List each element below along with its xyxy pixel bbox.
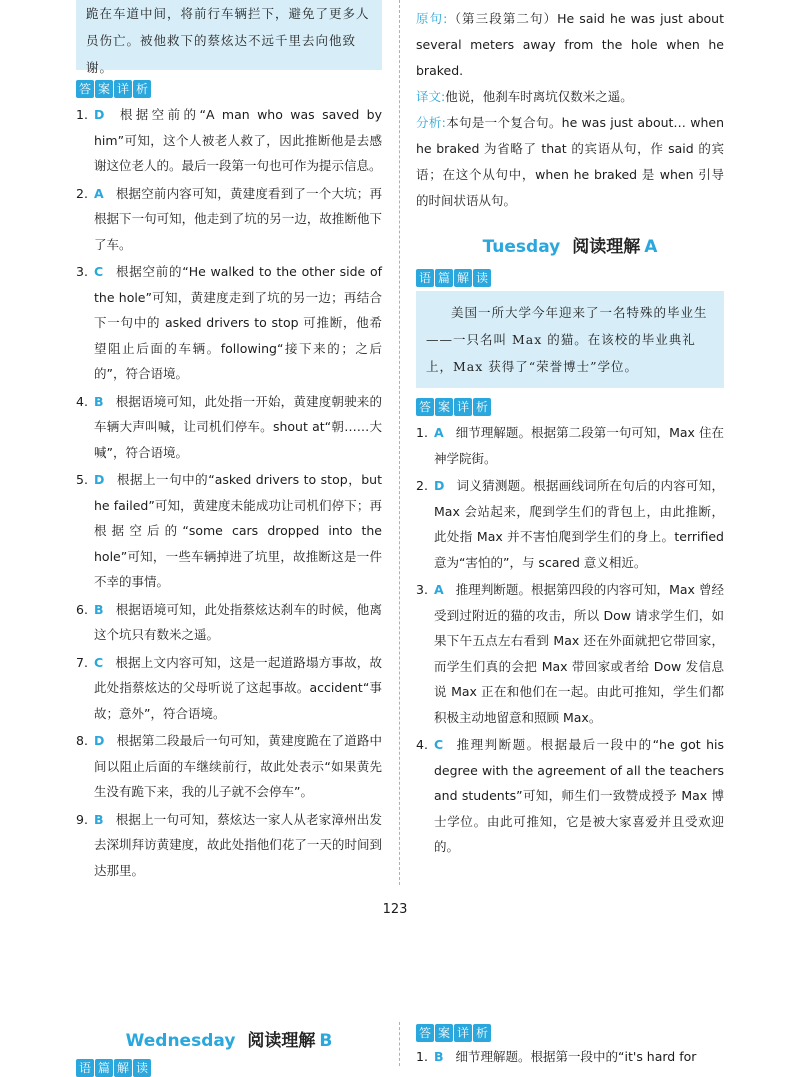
answer-explanation: 根据上一句中的“asked drivers to stop，but he failed”可知，黄建度未能成功让司机们停下；再根据空后的“some cars dropped into the hole”可知，一些车辆掉进了坑里，故推断这是一件不幸的事情。 (94, 472, 382, 589)
answer-letter: A (434, 582, 444, 597)
answer-letter: D (94, 472, 105, 487)
answer-analysis-tag: 答 案 详 析 (416, 398, 492, 416)
answer-item: 2. A 根据空前内容可知，黄建度看到了一个大坑；再根据下一句可知，他走到了坑的另一边，故推断他下了车。 (76, 185, 382, 252)
answer-letter: A (94, 185, 104, 201)
next-page-right (416, 1020, 724, 1072)
passage-summary-box (76, 0, 382, 75)
answer-explanation: 根据空前内容可知，黄建度看到了一个大坑；再根据下一句可知，他走到了坑的另一边，故推断他下了车。 (94, 185, 382, 252)
translation (416, 84, 724, 110)
left-column (76, 0, 382, 885)
answer-item: 3. A 推理判断题。根据第四段的内容可知，Max 曾经受到过附近的猫的攻击，所以 Dow 请求学生们，如果下午五点左右看到 Max 还在外面就把它带回家，而学生们真的会把 Max 带回家或者给 Dow 发信息说 Max 正在和他们在一起。由此可推知，学生们都积极主动地留意和照顾 Max。 (416, 582, 724, 725)
answer-analysis-tag: 答 案 详 析 (416, 1024, 492, 1042)
answer-item: 3. C 根据空前的“He walked to the other side of the hole”可知，黄建度走到了坑的另一边；再结合下一句中的 asked drivers to stop 可推断，他希望阻止后面的车辆。following“接下来的；之后的”，符合语境。 (76, 264, 382, 381)
answer-item: 4. B 根据语境可知，此处指一开始，黄建度朝驶来的车辆大声叫喊，让司机们停车。shout at“朝……大喊”，符合语境。 (76, 393, 382, 460)
answer-explanation: 根据空前的“A man who was saved by him”可知，这个人被老人救了，因此推断他是去感谢这位老人的。最后一段第一句也可作为提示信息。 (94, 107, 382, 173)
answer-item: 1. B 细节理解题。根据第一段中的“it's hard for (416, 1049, 697, 1064)
answer-letter: A (434, 425, 444, 440)
answer-analysis-tag: 答 案 详 析 (76, 80, 152, 98)
passage-analysis-tag: 语 篇 解 读 (76, 1059, 152, 1077)
answer-letter: C (434, 737, 444, 752)
analysis-text: 本句是一个复合句。he was just about… when he braked 为省略了 that 的宾语从句，作 said 的宾语；在这个从句中，when he braked 是 when 引导的时间状语从句。 (416, 115, 724, 208)
original-sentence-label: 原句: (416, 11, 448, 26)
answer-item: 2. D 词义猜测题。根据画线词所在句后的内容可知，Max 会站起来，爬到学生们的背包上，由此推断，此处指 Max 并不害怕爬到学生们的身上。terrified 意为“害怕的”，与 scared 意义相近。 (416, 478, 724, 570)
answer-item: 8. D 根据第二段最后一句可知，黄建度跪在了道路中间以阻止后面的车继续前行，故此处表示“如果黄先生没有跪下来，我的儿子就不会停车”。 (76, 733, 382, 799)
answer-explanation: 根据上文内容可知，这是一起道路塌方事故，故此处指蔡炫达的父母听说了这起事故。accident“事故；意外”，符合语境。 (94, 654, 382, 721)
answer-letter: C (94, 264, 104, 279)
answer-letter: D (94, 107, 105, 122)
section-type: 阅读理解 (572, 237, 641, 257)
answer-explanation: 根据语境可知，此处指一开始，黄建度朝驶来的车辆大声叫喊，让司机们停车。shout at“朝……大喊”，符合语境。 (94, 393, 382, 460)
answer-letter: D (94, 733, 105, 748)
original-sentence-text: （第三段第二句）He said he was just about several meters away from the hole when he braked. (416, 11, 725, 78)
answer-explanation: 根据语境可知，此处指蔡炫达刹车的时候，他离这个坑只有数米之遥。 (94, 601, 382, 642)
answer-explanation: 根据上一句可知，蔡炫达一家人从老家漳州出发去深圳拜访黄建度，故此处指他们花了一天的时间到达那里。 (94, 811, 382, 878)
right-column (416, 0, 724, 862)
section-title (416, 232, 724, 257)
passage-summary-box (416, 291, 724, 388)
translation-label: 译文: (416, 89, 446, 104)
answer-item: 5. D 根据上一句中的“asked drivers to stop，but he failed”可知，黄建度未能成功让司机们停下；再根据空后的“some cars dropped into the hole”可知，一些车辆掉进了坑里，故推断这是一件不幸的事情。 (76, 472, 382, 589)
passage-analysis-tag: 语 篇 解 读 (416, 269, 492, 287)
section-level: B (319, 1031, 333, 1051)
passage-summary-text: 美国一所大学今年迎来了一名特殊的毕业生——一只名叫 Max 的猫。在该校的毕业典礼上，Max 获得了“荣誉博士”学位。 (426, 305, 708, 374)
answer-letter: B (434, 1049, 444, 1064)
answer-item: 6. B 根据语境可知，此处指蔡炫达刹车的时候，他离这个坑只有数米之遥。 (76, 601, 382, 642)
page-number: 123 (382, 902, 408, 917)
passage-summary-text: 跪在车道中间，将前行车辆拦下，避免了更多人员伤亡。被他救下的蔡炫达不远千里去向他致谢。 (86, 6, 370, 75)
original-sentence (416, 6, 724, 84)
translation-text: 他说，他刹车时离坑仅数米之遥。 (445, 89, 633, 104)
answer-explanation: 推理判断题。根据最后一段中的“he got his degree with the agreement of all the teachers and students”可知，师生们一致赞成授予 Max 博士学位。由此可推知，它是被大家喜爱并且受欢迎的。 (434, 737, 724, 854)
section-day: Tuesday (482, 237, 561, 257)
answer-explanation: 细节理解题。根据第二段第一句可知，Max 住在神学院街。 (434, 425, 724, 466)
column-divider (399, 0, 400, 885)
analysis-label: 分析: (416, 115, 446, 130)
answer-item: 1. D 根据空前的“A man who was saved by him”可知，这个人被老人救了，因此推断他是去感谢这位老人的。最后一段第一句也可作为提示信息。 (76, 107, 382, 173)
answer-item: 7. C 根据上文内容可知，这是一起道路塌方事故，故此处指蔡炫达的父母听说了这起事故。accident“事故；意外”，符合语境。 (76, 654, 382, 721)
section-level: A (644, 237, 658, 257)
answer-item: 1. A 细节理解题。根据第二段第一句可知，Max 住在神学院街。 (416, 425, 724, 466)
answer-letter: C (94, 654, 104, 670)
answer-item: 9. B 根据上一句可知，蔡炫达一家人从老家漳州出发去深圳拜访黄建度，故此处指他们花了一天的时间到达那里。 (76, 811, 382, 878)
answer-explanation: 词义猜测题。根据画线词所在句后的内容可知，Max 会站起来，爬到学生们的背包上，由此推断，此处指 Max 并不害怕爬到学生们的身上。terrified 意为“害怕的”，与 scared 意义相近。 (434, 478, 724, 570)
answer-explanation: 推理判断题。根据第四段的内容可知，Max 曾经受到过附近的猫的攻击，所以 Dow 请求学生们，如果下午五点左右看到 Max 还在外面就把它带回家，而学生们真的会把 Max 带回家或者给 Dow 发信息说 Max 正在和他们在一起。由此可推知，学生们都积极主动地留意和照顾 Max。 (434, 582, 724, 725)
answer-letter: D (434, 478, 445, 493)
section-type: 阅读理解 (247, 1031, 316, 1051)
column-divider (399, 1022, 400, 1066)
next-page-left (76, 1022, 382, 1077)
answer-explanation: 根据第二段最后一句可知，黄建度跪在了道路中间以阻止后面的车继续前行，故此处表示“如果黄先生没有跪下来，我的儿子就不会停车”。 (94, 733, 382, 799)
answer-explanation: 细节理解题。根据第一段中的“it's hard for (455, 1049, 697, 1064)
answer-item: 4. C 推理判断题。根据最后一段中的“he got his degree with the agreement of all the teachers and students”可知，师生们一致赞成授予 Max 博士学位。由此可推知，它是被大家喜爱并且受欢迎的。 (416, 737, 724, 854)
answer-letter: B (94, 811, 104, 827)
answer-explanation: 根据空前的“He walked to the other side of the hole”可知，黄建度走到了坑的另一边；再结合下一句中的 asked drivers to stop 可推断，他希望阻止后面的车辆。following“接下来的；之后的”，符合语境。 (94, 264, 382, 381)
answer-letter: B (94, 393, 104, 409)
section-title (76, 1026, 382, 1051)
answer-letter: B (94, 601, 104, 617)
analysis (416, 110, 724, 214)
section-day: Wednesday (125, 1031, 236, 1051)
